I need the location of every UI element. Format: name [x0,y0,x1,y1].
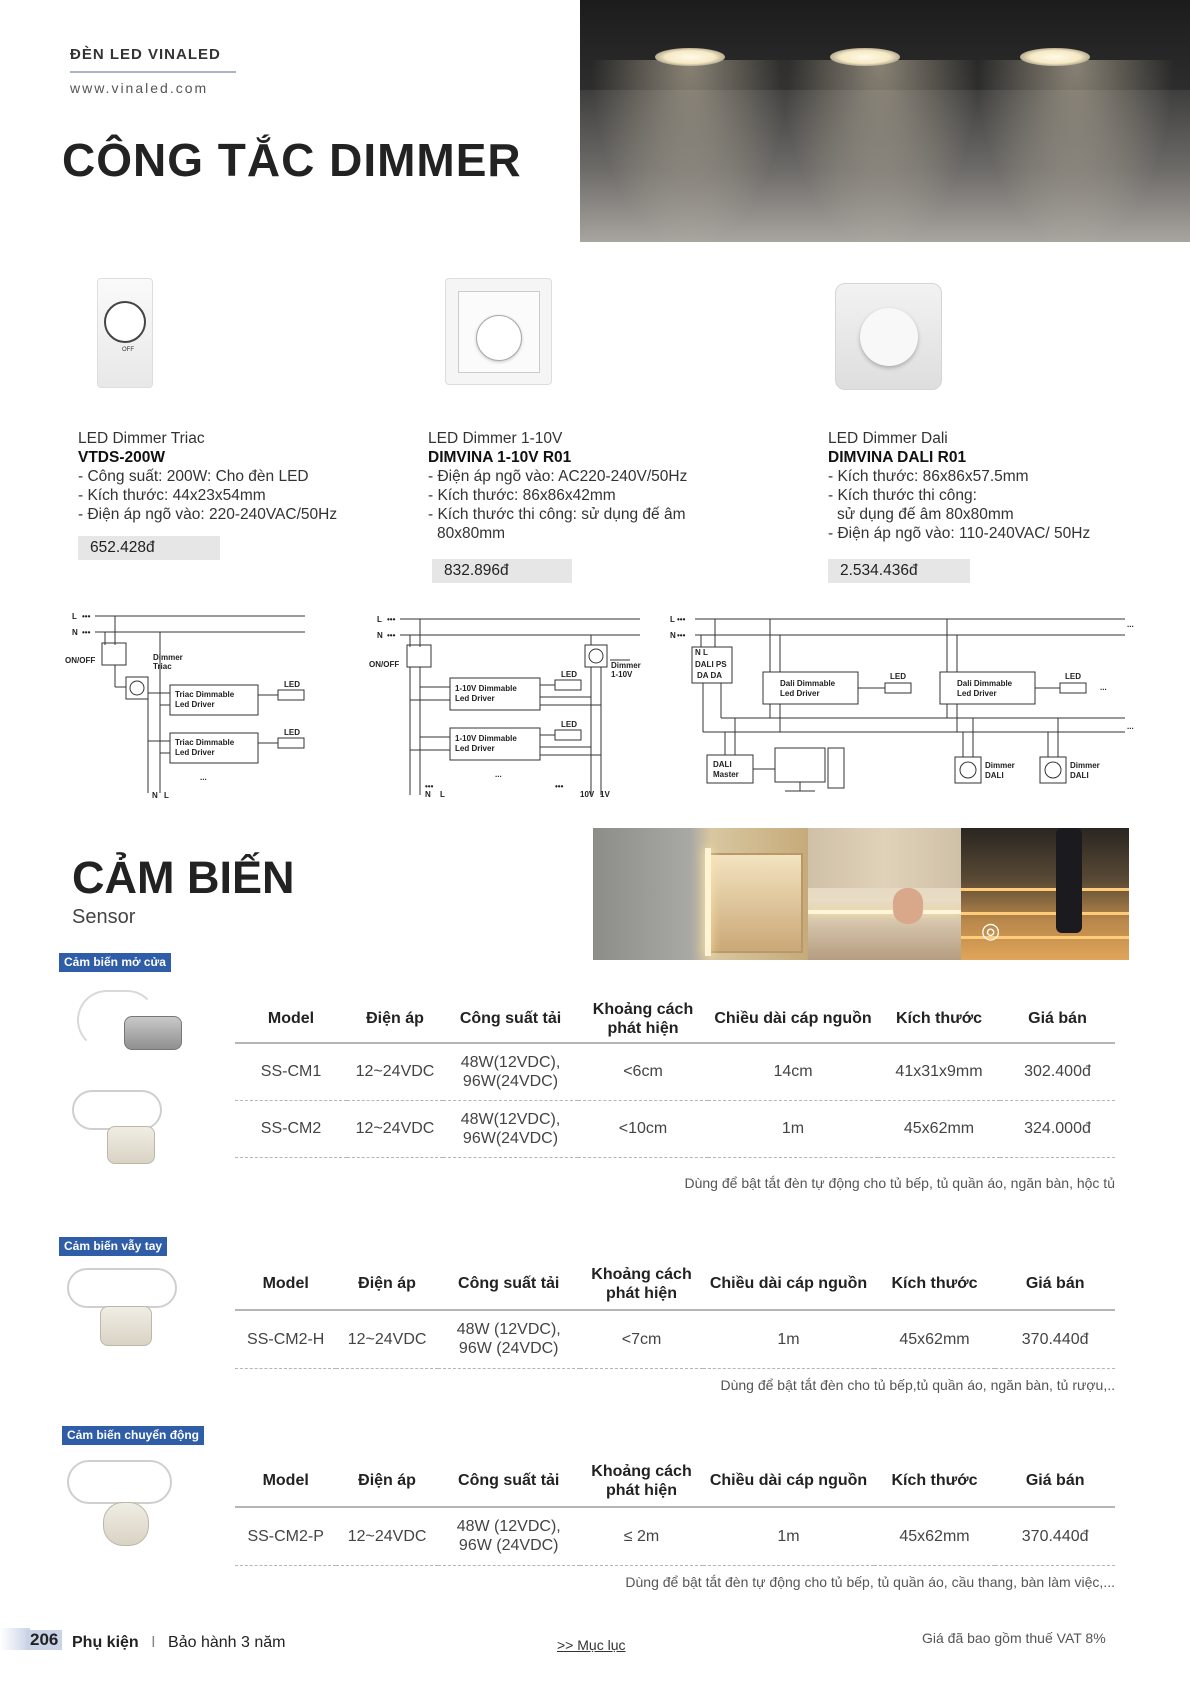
col-header: Điện áp [358,1472,416,1489]
diagram-label: ... [200,773,207,782]
cell-cable: 1m [777,1330,800,1348]
col-header: Model [267,1010,315,1027]
diagram-label: DA DA [697,671,723,680]
product-category: LED Dimmer Triac [78,430,205,447]
col-header: Khoảng cách phát hiện [591,1462,692,1499]
door-sensor-table [235,995,1115,1158]
product-category: LED Dimmer 1-10V [428,430,563,447]
brand-underline [70,71,236,73]
cell-model: SS-CM2 [260,1120,322,1137]
cell-price: 370.440đ [1021,1330,1089,1348]
cell-load: 48W(12VDC), 96W(24VDC) [460,1053,561,1090]
product-spec: 80x80mm [437,525,506,542]
svg-text:•••: ••• [82,628,91,637]
cell-model: SS-CM2-P [247,1527,324,1545]
hero-downlight-image [580,0,1190,242]
diagram-label: N L [695,648,708,657]
dali-wiring-diagram [665,605,1145,800]
product-spec: - Công suất: 200W: Cho đèn LED [78,468,309,485]
product-spec: sử dụng đế âm 80x80mm [837,506,1014,523]
table-row [235,1043,1115,1100]
diagram-label: 1-10V Dimmable [455,734,517,743]
footer-separator: I [151,1634,156,1651]
product-triac [78,429,337,524]
col-header: Công suất tải [458,1275,560,1292]
cell-price: 370.440đ [1021,1527,1089,1545]
diagram-label: Led Driver [175,748,215,757]
cell-range: <6cm [623,1063,663,1081]
col-header: Khoảng cách phát hiện [592,1000,694,1037]
col-header: Giá bán [1025,1275,1085,1292]
diagram-label: N [377,631,383,640]
diagram-label: N [152,791,158,800]
col-header: Công suất tải [458,1472,560,1489]
col-header: Chiều dài cáp nguồn [709,1472,868,1489]
v110-wiring-diagram [365,605,645,800]
diagram-label: L [164,791,169,800]
product-spec: - Kích thước thi công: sử dụng đế âm [428,506,686,523]
diagram-label: Dimmer [985,761,1015,770]
col-header: Khoảng cách phát hiện [591,1265,692,1302]
col-header: Chiều dài cáp nguồn [709,1275,868,1292]
product-spec: - Kích thước thi công: [828,487,977,504]
diagram-label: L [377,615,382,624]
diagram-label: L [670,615,675,624]
product-price: 652.428đ [78,536,220,560]
col-header: Chiều dài cáp nguồn [714,1010,872,1027]
hand-wave-sensor-table [235,1258,1115,1369]
diagram-label: Dali Dimmable [957,679,1013,688]
diagram-label: LED [561,670,577,679]
diagram-label: 1-10V Dimmable [455,684,517,693]
sensor-section-subtitle: Sensor [72,906,136,928]
diagram-label: ... [1127,722,1134,731]
svg-text:•••: ••• [425,782,434,791]
cell-size: 41x31x9mm [895,1063,983,1081]
diagram-label: LED [890,672,906,681]
diagram-label: Triac Dimmable [175,690,235,699]
diagram-label: Triac [153,662,172,671]
diagram-label: DALI [1070,771,1089,780]
diagram-label: Led Driver [455,694,495,703]
diagram-label: LED [284,680,300,689]
diagram-label: Led Driver [455,744,495,753]
cell-voltage: 12~24VDC [347,1527,427,1545]
cell-voltage: 12~24VDC [355,1063,435,1081]
diagram-label: DALI PS [695,660,727,669]
svg-text:•••: ••• [82,612,91,621]
diagram-label: DALI [713,760,732,769]
diagram-label: Led Driver [780,689,820,698]
triac-dimmer-image: OFF [97,278,153,388]
diagram-label: DALI [985,771,1004,780]
sensor-group-tag: Cảm biến vẫy tay [59,1237,167,1256]
product-spec: - Điện áp ngõ vào: 110-240VAC/ 50Hz [828,525,1091,542]
diagram-label: ... [1100,683,1107,692]
product-spec: - Kích thước: 86x86x42mm [428,487,616,504]
sensor-group-tag: Cảm biến mở cửa [59,953,171,972]
product-spec: - Điện áp ngõ vào: AC220-240V/50Hz [428,468,688,485]
product-spec: - Kích thước: 44x23x54mm [78,487,266,504]
svg-text:•••: ••• [387,631,396,640]
cell-load: 48W (12VDC), 96W (24VDC) [456,1321,561,1358]
col-header: Điện áp [366,1010,424,1027]
svg-text:•••: ••• [387,615,396,624]
cell-size: 45x62mm [899,1330,970,1348]
diagram-label: LED [561,720,577,729]
page-title: CÔNG TẮC DIMMER [62,134,522,186]
diagram-label: Led Driver [957,689,997,698]
product-name: DIMVINA 1-10V R01 [428,449,572,466]
diagram-label: ... [1127,620,1134,629]
col-header: Kích thước [891,1472,978,1489]
product-spec: - Kích thước: 86x86x57.5mm [828,468,1029,485]
col-header: Kích thước [895,1010,983,1027]
diagram-label: Dimmer [611,661,641,670]
diagram-label: 1V [600,790,610,799]
diagram-label: 1-10V [611,670,633,679]
diagram-label: Dali Dimmable [780,679,836,688]
staircase-sensor-photo [961,828,1129,960]
sensor-group-tag: Cảm biến chuyển động [62,1426,204,1445]
cell-price: 302.400đ [1024,1063,1091,1081]
col-header: Model [262,1275,309,1292]
cell-cable: 1m [781,1120,805,1137]
dimmer-1-10v-image [445,278,552,385]
col-header: Điện áp [358,1275,416,1292]
svg-text:•••: ••• [677,631,686,640]
diagram-label: L [440,790,445,799]
diagram-label: Dimmer [153,653,183,662]
diagram-label: LED [1065,672,1081,681]
diagram-label: N [670,631,676,640]
cell-price: 324.000đ [1024,1120,1091,1137]
cell-size: 45x62mm [903,1120,975,1137]
footer-warranty: Bảo hành 3 năm [168,1634,286,1651]
table-row [235,1310,1115,1368]
diagram-label: ... [495,770,502,779]
product-spec: - Điện áp ngõ vào: 220-240VAC/50Hz [78,506,338,523]
svg-text:•••: ••• [677,615,686,624]
diagram-label: Led Driver [175,700,215,709]
cell-cable: 14cm [773,1063,813,1081]
diagram-label: 10V [580,790,595,799]
cell-model: SS-CM1 [260,1063,322,1081]
diagram-label: N [72,628,78,637]
product-dali [828,429,1090,543]
wave-signal-icon: ◎ [981,918,1001,943]
diagram-label: L [72,612,77,621]
cell-load: 48W(12VDC), 96W(24VDC) [460,1110,561,1147]
diagram-label: ON/OFF [65,656,96,665]
cell-cable: 1m [777,1527,800,1545]
table-row [235,1100,1115,1157]
usage-note: Dùng để bật tắt đèn cho tủ bếp,tủ quần áo, ngăn bàn, tủ rượu,.. [720,1377,1115,1393]
dali-dimmer-image [835,283,942,390]
vat-note: Giá đã bao gồm thuế VAT 8% [922,1630,1106,1646]
cell-range: <10cm [618,1120,668,1137]
product-price: 2.534.436đ [828,559,970,583]
page-number: 206 [26,1630,62,1650]
footer-section [72,1634,285,1652]
door-sensor-image [72,988,192,1078]
footer-section-name: Phụ kiện [72,1634,139,1651]
diagram-label: Triac Dimmable [175,738,235,747]
svg-text:•••: ••• [555,782,564,791]
col-header: Giá bán [1025,1472,1085,1489]
hand-wave-sensor-image [65,1268,195,1353]
cabinet-sensor-photo [593,828,808,960]
cell-size: 45x62mm [899,1527,970,1545]
triac-wiring-diagram [60,605,320,800]
sensor-section-title: CẢM BIẾN [72,852,295,903]
table-row [235,1507,1115,1565]
usage-note: Dùng để bật tắt đèn tự động cho tủ bếp, tủ quần áo, cầu thang, bàn làm việc,... [625,1574,1115,1590]
col-header: Model [262,1472,309,1489]
diagram-label: ON/OFF [369,660,400,669]
table-of-contents-link[interactable]: >> Mục lục [557,1637,626,1653]
product-name: DIMVINA DALI R01 [828,449,967,466]
cell-model: SS-CM2-H [247,1330,325,1348]
motion-sensor-table [235,1455,1115,1566]
cell-range: ≤ 2m [623,1527,660,1545]
usage-note: Dùng để bật tắt đèn tự động cho tủ bếp, tủ quần áo, ngăn bàn, hộc tủ [684,1175,1115,1191]
diagram-label: LED [284,728,300,737]
cell-load: 48W (12VDC), 96W (24VDC) [456,1518,561,1555]
diagram-label: Dimmer [1070,761,1100,770]
col-header: Kích thước [891,1275,978,1292]
brand-name: ĐÈN LED VINALED [70,46,221,63]
col-header: Giá bán [1028,1010,1087,1027]
cell-voltage: 12~24VDC [355,1120,435,1137]
col-header: Công suất tải [459,1010,562,1027]
cell-range: <7cm [621,1330,662,1348]
product-category: LED Dimmer Dali [828,430,948,447]
product-name: VTDS-200W [78,449,165,466]
diagram-label: Master [713,770,739,779]
motion-sensor-image [65,1460,195,1550]
diagram-label: N [425,790,431,799]
hand-wave-sensor-photo [808,828,961,960]
product-1-10v [428,429,687,543]
door-sensor-cm2-image [72,1090,192,1170]
product-price: 832.896đ [432,559,572,583]
website-url[interactable]: www.vinaled.com [70,80,209,96]
cell-voltage: 12~24VDC [347,1330,427,1348]
